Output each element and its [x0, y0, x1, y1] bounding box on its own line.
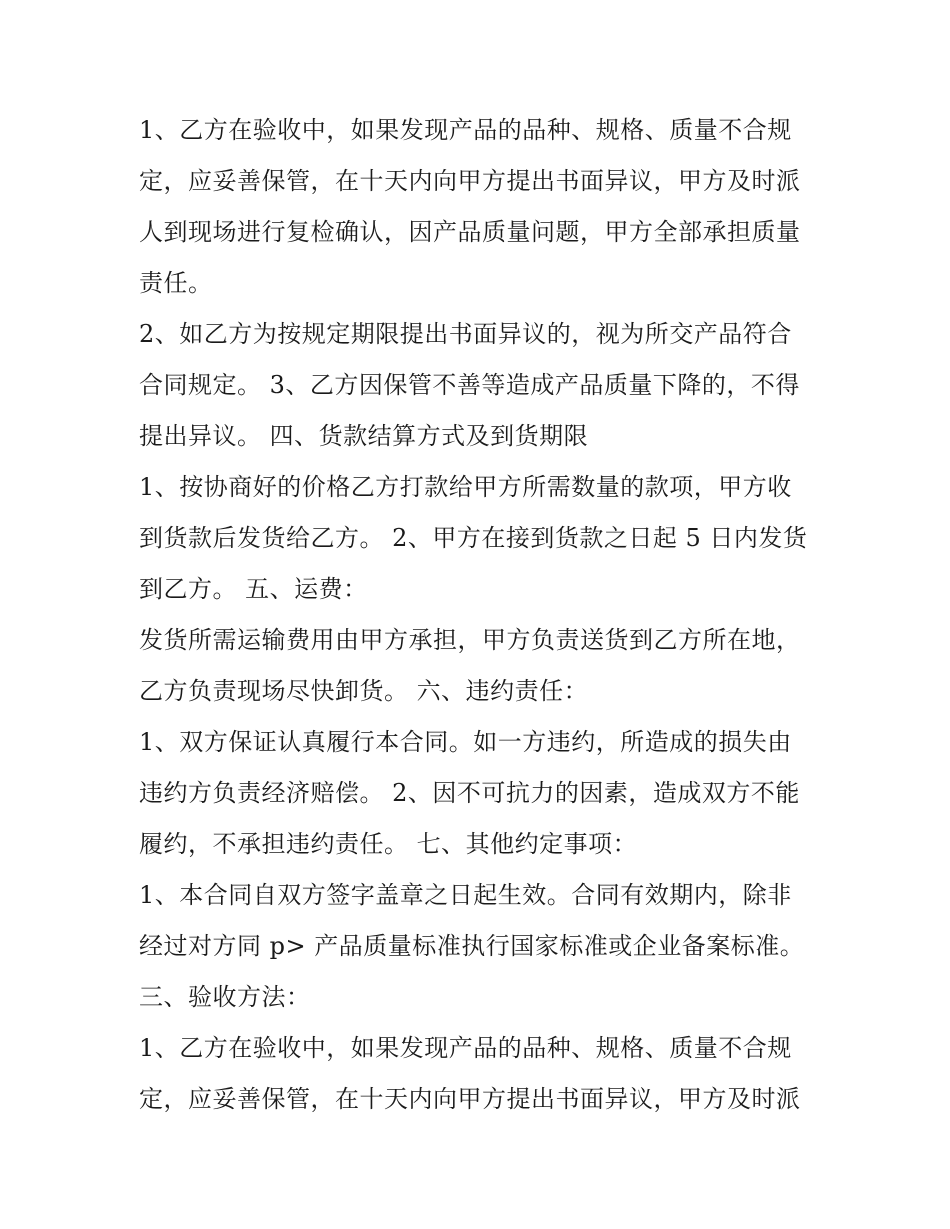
- text-line: 定，应妥善保管，在十天内向甲方提出书面异议，甲方及时派: [139, 167, 801, 195]
- text-line: 到乙方。 五、运费：: [139, 575, 368, 603]
- text-line: 1、乙方在验收中，如果发现产品的品种、规格、质量不合规: [139, 116, 792, 144]
- text-line: 定，应妥善保管，在十天内向甲方提出书面异议，甲方及时派: [139, 1085, 801, 1113]
- text-line: 到货款后发货给乙方。 2、甲方在接到货款之日起 5 日内发货: [139, 524, 808, 552]
- text-line: 三、验收方法：: [139, 983, 311, 1011]
- document-body: [139, 105, 819, 1125]
- text-line: 1、本合同自双方签字盖章之日起生效。合同有效期内，除非: [139, 881, 792, 909]
- text-line: 责任。: [139, 269, 213, 297]
- text-line: 发货所需运输费用由甲方承担，甲方负责送货到乙方所在地，: [139, 626, 801, 654]
- text-line: 提出异议。 四、货款结算方式及到货期限: [139, 422, 589, 450]
- text-line: 经过对方同 p> 产品质量标准执行国家标准或企业备案标准。: [139, 932, 805, 960]
- text-line: 1、按协商好的价格乙方打款给甲方所需数量的款项，甲方收: [139, 473, 792, 501]
- text-line: 1、双方保证认真履行本合同。如一方违约，所造成的损失由: [139, 728, 792, 756]
- text-line: 履约，不承担违约责任。 七、其他约定事项：: [139, 830, 638, 858]
- text-line: 合同规定。 3、乙方因保管不善等造成产品质量下降的，不得: [139, 371, 800, 399]
- text-line: 1、乙方在验收中，如果发现产品的品种、规格、质量不合规: [139, 1034, 792, 1062]
- text-line: 乙方负责现场尽快卸货。 六、违约责任：: [139, 677, 589, 705]
- text-line: 违约方负责经济赔偿。 2、因不可抗力的因素，造成双方不能: [139, 779, 800, 807]
- text-line: 2、如乙方为按规定期限提出书面异议的，视为所交产品符合: [139, 320, 792, 348]
- text-line: 人到现场进行复检确认，因产品质量问题，甲方全部承担质量: [139, 218, 801, 246]
